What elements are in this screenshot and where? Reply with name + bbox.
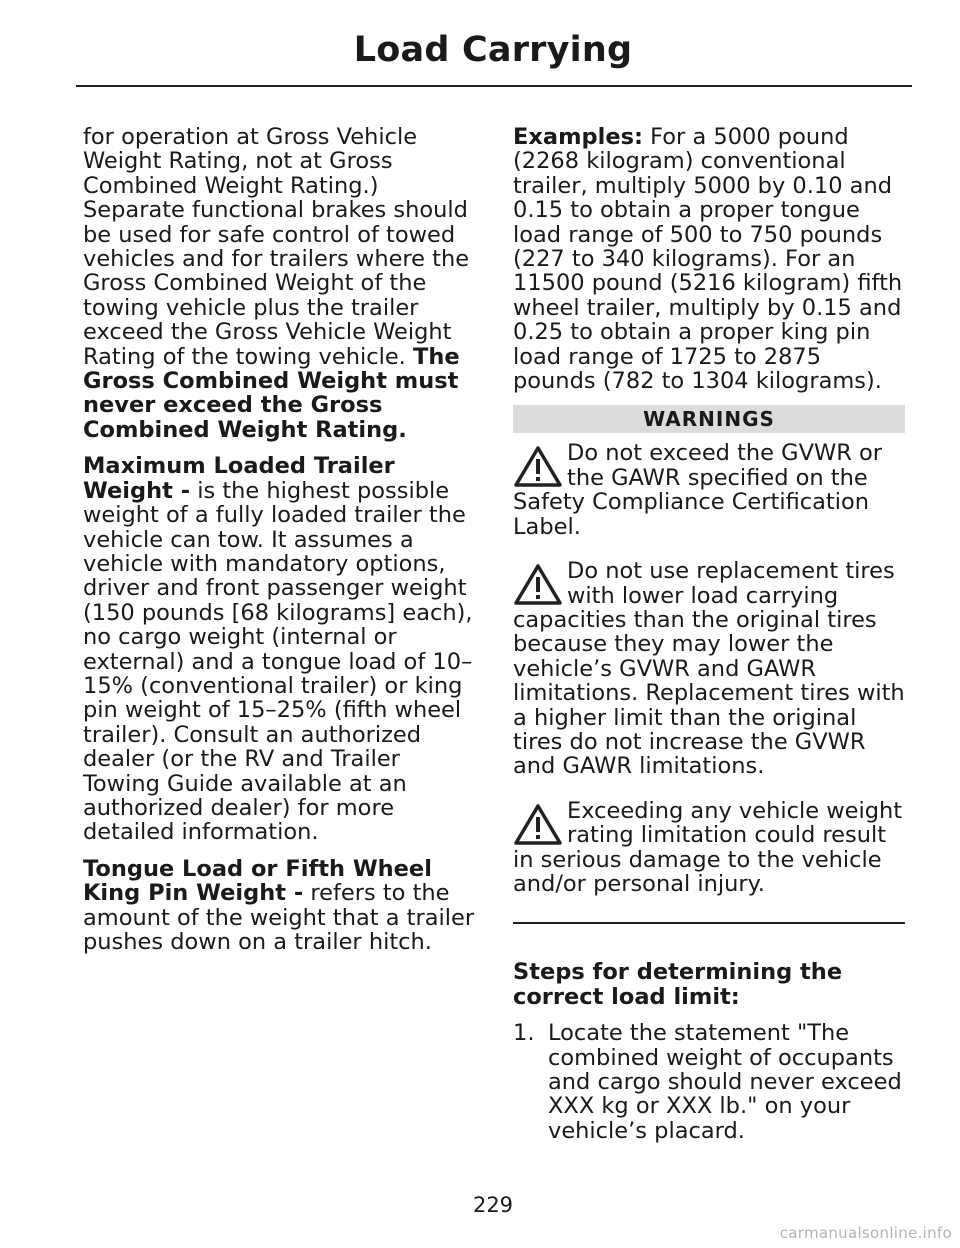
warning-text: Do not use replacement tires with lower load carrying capacities than the original tires because they may lower the vehicle’s GVWR and GAWR limitations. Replacement tires with a higher limit than the original tires do not increase the GVWR and GAWR limitations. [513, 558, 905, 780]
warning-item [513, 559, 905, 779]
term-tongue-load: Tongue Load or Fifth Wheel King Pin Weight - [83, 855, 432, 907]
header-divider [76, 85, 912, 87]
definition-tongue-load: refers to the amount of the weight that a trailer pushes down on a trailer hitch. [83, 880, 475, 955]
warning-text: Exceeding any vehicle weight rating limitation could result in serious damage to the vehicle and/or personal injury. [513, 797, 903, 897]
warning-triangle-icon [513, 803, 563, 847]
list-item-text: Locate the statement "The combined weight of occupants and cargo should never exceed XXX kg or XXX lb." on your vehicle’s placard. [548, 1020, 902, 1144]
list-item [513, 1021, 905, 1143]
warning-item [513, 799, 905, 897]
examples-label: Examples: [513, 124, 643, 150]
list-item-number: 1. [513, 1020, 535, 1047]
warning-triangle-icon [513, 563, 563, 607]
warnings-heading: WARNINGS [513, 405, 905, 433]
definition-max-trailer-weight: is the highest possible weight of a fully loaded trailer the vehicle can tow. It assumes a vehicle with mandatory options, driver and front passenger weight (150 pounds [68 kilograms] each), no cargo weight (internal or external) and a tongue load of 10–15% (conventional trailer) or king pin weight of 15–25% (fifth wheel trailer). Consult an authorized dealer (or the RV and Trailer Towing Guide available at an authorized dealer) for more detailed information. [83, 477, 473, 846]
warning-item [513, 441, 905, 539]
paragraph-max-trailer-weight [83, 454, 475, 845]
left-column [83, 125, 475, 966]
paragraph-gcw-bold: The Gross Combined Weight must never exceed the Gross Combined Weight Rating. [83, 343, 460, 443]
warning-triangle-icon [513, 445, 563, 489]
paragraph-tongue-load [83, 857, 475, 955]
paragraph-gcw-text: for operation at Gross Vehicle Weight Rating, not at Gross Combined Weight Rating.) Separate functional brakes should be used for safe control of towed vehicles and for trailers where the Gross Combined Weight of the towing vehicle plus the trailer exceed the Gross Vehicle Weight Rating of the towing vehicle. [83, 124, 470, 370]
watermark: carmanualsonline.info [779, 1224, 952, 1242]
right-column [513, 125, 905, 1143]
page-number: 229 [472, 1193, 514, 1217]
paragraph-examples [513, 125, 905, 393]
term-max-trailer-weight: Maximum Loaded Trailer Weight - [83, 453, 395, 504]
warning-text: Do not exceed the GVWR or the GAWR specified on the Safety Compliance Certification Label. [513, 440, 883, 540]
warnings-end-divider [513, 922, 905, 924]
examples-text: For a 5000 pound (2268 kilogram) conventional trailer, multiply 5000 by 0.10 and 0.15 to obtain a proper tongue load range of 500 to 750 pounds (227 to 340 kilograms). For an 11500 pound (5216 kilogram) fifth wheel trailer, multiply by 0.15 and 0.25 to obtain a proper king pin load range of 1725 to 2875 pounds (782 to 1304 kilograms). [513, 124, 903, 395]
page-title: Load Carrying [353, 30, 633, 70]
paragraph-gcw [83, 125, 475, 442]
section-heading-load-limit: Steps for determining the correct load limit: [513, 959, 843, 1010]
